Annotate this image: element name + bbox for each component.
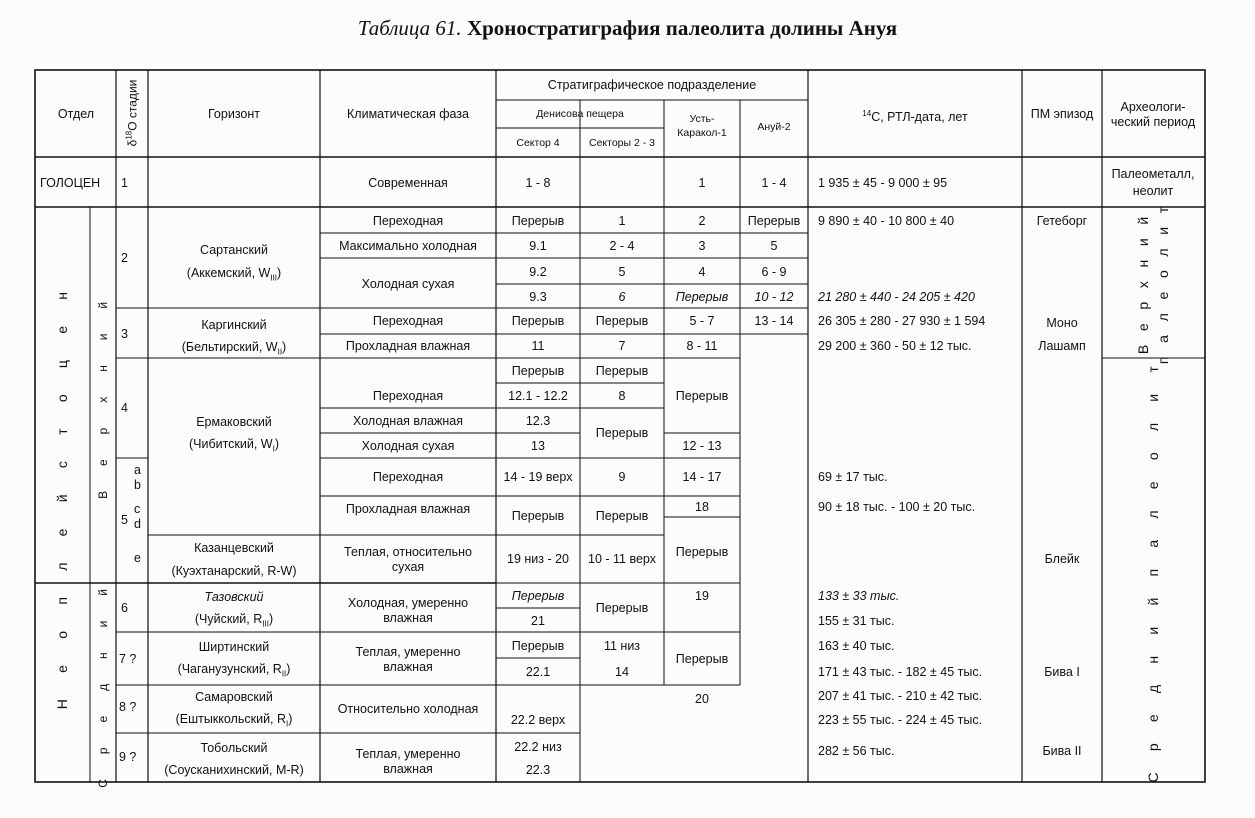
date-cell: 282 ± 56 тыс. — [818, 744, 895, 758]
arch-middle-paleolithic: С р е д н и й п а л е о л и т — [1145, 357, 1161, 783]
climate-colddry2: Холодная сухая — [361, 439, 455, 453]
sector23-cell: 6 — [618, 290, 626, 304]
pm-cell: Моно — [1046, 316, 1078, 330]
sector23-cell: 5 — [618, 265, 626, 279]
sector4-cell: 19 низ - 20 — [506, 552, 570, 566]
anuy-cell: 1 - 4 — [761, 176, 787, 190]
header-horizon: Горизонт — [208, 107, 260, 121]
sector4-cell: Перерыв — [511, 364, 565, 378]
horizon-kargin-sub: (Бельтирский, $W_{II}$) — [181, 340, 287, 357]
sector4-cell: 22.2 низ — [514, 740, 562, 754]
date-cell: 69 ± 17 тыс. — [818, 470, 888, 484]
stage-7: 7 ? — [119, 652, 137, 666]
sector23-cell: 10 - 11 верх — [588, 552, 656, 566]
date-cell: 9 890 ± 40 - 10 800 ± 40 — [818, 214, 955, 228]
climate-trans3: Переходная — [372, 389, 444, 403]
climate-modern: Современная — [368, 176, 448, 190]
sector4-cell: Перерыв — [511, 589, 565, 603]
climate-warmmod1-2: влажная — [383, 660, 433, 674]
climate-warmmod1-1: Теплая, умеренно — [355, 645, 461, 659]
header-otdel: Отдел — [57, 107, 95, 121]
ust-cell: Перерыв — [675, 652, 729, 666]
stage-b: b — [134, 478, 141, 492]
ust-cell: 18 — [695, 500, 709, 514]
date-cell: 21 280 ± 440 - 24 205 ± 420 — [818, 290, 975, 304]
climate-trans1: Переходная — [372, 214, 444, 228]
pm-cell: Бива II — [1042, 744, 1082, 758]
header-sector4: Сектор 4 — [516, 137, 560, 149]
horizon-shirta-sub: (Чаганузунский, $R_{II}$) — [177, 662, 291, 679]
sector23-cell: 2 - 4 — [609, 239, 635, 253]
climate-colddry1: Холодная сухая — [361, 277, 455, 291]
arch-upper-paleolithic-1: В е р х н и й — [1135, 211, 1151, 355]
table-number: Таблица 61. — [357, 16, 462, 40]
date-cell: 223 ± 55 тыс. - 224 ± 45 тыс. — [818, 713, 983, 727]
sector23-cell: 7 — [618, 339, 626, 353]
otdel-middle: С р е д н и й — [96, 578, 110, 788]
date-cell: 26 305 ± 280 - 27 930 ± 1 594 — [818, 314, 986, 328]
date-cell: 155 ± 31 тыс. — [818, 614, 895, 628]
climate-warmmod2-1: Теплая, умеренно — [355, 747, 461, 761]
pm-cell: Бива I — [1044, 665, 1080, 679]
otdel-holocene: ГОЛОЦЕН — [40, 176, 101, 190]
sector23-cell: 14 — [615, 665, 629, 679]
header-ust2: Каракол-1 — [677, 127, 727, 139]
ust-cell: 2 — [698, 214, 706, 228]
climate-warmmod2-2: влажная — [383, 762, 433, 776]
sector4-cell: 21 — [531, 614, 545, 628]
sector23-cell: Перерыв — [595, 364, 649, 378]
horizon-samar-sub: (Ештыккольский, $R_I$) — [175, 712, 293, 729]
horizon-ermak: Ермаковский — [196, 415, 272, 429]
ust-cell: Перерыв — [675, 389, 729, 403]
stage-6: 6 — [121, 601, 128, 615]
anuy-cell: 10 - 12 — [754, 290, 794, 304]
sector4-cell: 12.1 - 12.2 — [508, 389, 568, 403]
date-cell: 90 ± 18 тыс. - 100 ± 20 тыс. — [818, 500, 976, 514]
climate-coolwet1: Прохладная влажная — [345, 339, 471, 353]
stage-3: 3 — [121, 327, 128, 341]
horizon-taz: Тазовский — [204, 590, 264, 604]
sector4-cell: Перерыв — [511, 639, 565, 653]
ust-cell: 1 — [698, 176, 706, 190]
pm-cell: Гетеборг — [1036, 214, 1088, 228]
stage-d: d — [134, 517, 141, 531]
sector4-cell: 9.1 — [529, 239, 547, 253]
ust-cell: 12 - 13 — [682, 439, 722, 453]
anuy-cell: 13 - 14 — [754, 314, 794, 328]
sector4-cell: 11 — [531, 339, 545, 353]
climate-coldwet: Холодная влажная — [353, 414, 463, 428]
stage-a: a — [134, 463, 141, 477]
stage-8: 8 ? — [119, 700, 137, 714]
sector4-cell: 22.2 верх — [510, 713, 566, 727]
stage-9: 9 ? — [119, 750, 137, 764]
climate-warmdry2: сухая — [391, 560, 425, 574]
date-cell: 1 935 ± 45 - 9 000 ± 95 — [818, 176, 948, 190]
header-ust1: Усть- — [689, 113, 715, 125]
sector23-cell: Перерыв — [595, 601, 649, 615]
horizon-kargin: Каргинский — [201, 318, 267, 332]
sector4-cell: Перерыв — [511, 214, 565, 228]
arch-neolith: неолит — [1132, 184, 1174, 198]
date-cell: 29 200 ± 360 - 50 ± 12 тыс. — [818, 339, 972, 353]
anuy-cell: 6 - 9 — [761, 265, 787, 279]
sector4-cell: 9.3 — [529, 290, 547, 304]
stage-5: 5 — [121, 513, 128, 527]
header-arch1: Археологи- — [1120, 100, 1186, 114]
pm-cell: Блейк — [1044, 552, 1080, 566]
horizon-taz-sub: (Чуйский, $R_{III}$) — [194, 612, 274, 629]
date-cell: 207 ± 41 тыс. - 210 ± 42 тыс. — [818, 689, 983, 703]
sector23-cell: 1 — [618, 214, 626, 228]
header-pm: ПМ эпизод — [1030, 107, 1094, 121]
horizon-kazan: Казанцевский — [194, 541, 274, 555]
date-cell: 171 ± 43 тыс. - 182 ± 45 тыс. — [818, 665, 983, 679]
climate-warmdry1: Теплая, относительно — [344, 545, 472, 559]
stage-4: 4 — [121, 401, 128, 415]
stage-e: e — [134, 551, 141, 565]
climate-trans4: Переходная — [372, 470, 444, 484]
ust-cell: 19 — [695, 589, 709, 603]
sector4-cell: Перерыв — [511, 509, 565, 523]
header-strat: Стратиграфическое подразделение — [547, 78, 757, 92]
ust-cell: 14 - 17 — [682, 470, 722, 484]
sector23-cell: Перерыв — [595, 509, 649, 523]
ust-cell: Перерыв — [675, 290, 729, 304]
sector4-cell: 22.1 — [525, 665, 551, 679]
stage-c: c — [134, 502, 141, 516]
climate-coolwet2: Прохладная влажная — [345, 502, 471, 516]
header-climate: Климатическая фаза — [347, 107, 469, 121]
date-cell: 163 ± 40 тыс. — [818, 639, 895, 653]
sector4-cell: 13 — [531, 439, 545, 453]
arch-upper-paleolithic-2: п а л е о л и т — [1155, 201, 1171, 365]
sector4-cell: 9.2 — [529, 265, 547, 279]
horizon-samar: Самаровский — [195, 690, 273, 704]
arch-paleometal: Палеометалл, — [1111, 167, 1195, 181]
horizon-tobol: Тобольский — [200, 741, 268, 755]
sector23-cell: 9 — [618, 470, 626, 484]
pm-cell: Лашамп — [1038, 339, 1086, 353]
sector4-cell: 22.3 — [525, 763, 551, 777]
otdel-neopleistocene: Н е о п л е й с т о ц е н — [54, 280, 70, 710]
ust-cell: 8 - 11 — [686, 339, 718, 353]
anuy-cell: Перерыв — [747, 214, 801, 228]
climate-maxcold: Максимально холодная — [339, 239, 477, 253]
sector4-cell: Перерыв — [511, 314, 565, 328]
sector4-cell: 12.3 — [525, 414, 551, 428]
sector4-cell: 14 - 19 верх — [503, 470, 573, 484]
ust-cell: 4 — [698, 265, 706, 279]
ust-cell: Перерыв — [675, 545, 729, 559]
header-denisova: Денисова пещера — [536, 108, 624, 120]
header-arch2: ческий период — [1110, 115, 1196, 129]
horizon-tobol-sub: (Соусканихинский, M-R) — [164, 763, 304, 777]
header-stadia: $\delta^{18}O$ стадии — [124, 79, 140, 147]
horizon-ermak-sub: (Чибитский, $W_I$) — [188, 437, 280, 454]
ust-cell: 20 — [695, 692, 709, 706]
climate-trans2: Переходная — [372, 314, 444, 328]
anuy-cell: 5 — [770, 239, 778, 253]
stage-2: 2 — [121, 251, 128, 265]
header-anuy2: Ануй-2 — [757, 121, 791, 133]
stage-1: 1 — [121, 176, 128, 190]
horizon-kazan-sub: (Куэхтанарский, R-W) — [171, 564, 297, 578]
sector23-cell: Перерыв — [595, 314, 649, 328]
date-cell: 133 ± 33 тыс. — [818, 589, 900, 603]
sector23-cell: 8 — [618, 389, 626, 403]
sector4-cell: 1 - 8 — [525, 176, 551, 190]
horizon-sartan-sub: (Аккемский, $W_{III}$) — [186, 266, 282, 283]
climate-relcold: Относительно холодная — [337, 702, 479, 716]
ust-cell: 3 — [698, 239, 706, 253]
horizon-shirta: Ширтинский — [198, 640, 270, 654]
sector23-cell: Перерыв — [595, 426, 649, 440]
climate-coldmod1: Холодная, умеренно — [347, 596, 469, 610]
header-c14: $^{14}$C, РТЛ-дата, лет — [862, 109, 968, 125]
otdel-upper: В е р х н и й — [96, 291, 110, 499]
header-sector23: Секторы 2 - 3 — [589, 137, 655, 149]
sector23-cell: 11 низ — [603, 639, 641, 653]
ust-cell: 5 - 7 — [689, 314, 715, 328]
horizon-sartan: Сартанский — [200, 243, 268, 257]
table-caption: Хроностратиграфия палеолита долины Ануя — [466, 16, 898, 40]
climate-coldmod2: влажная — [383, 611, 433, 625]
